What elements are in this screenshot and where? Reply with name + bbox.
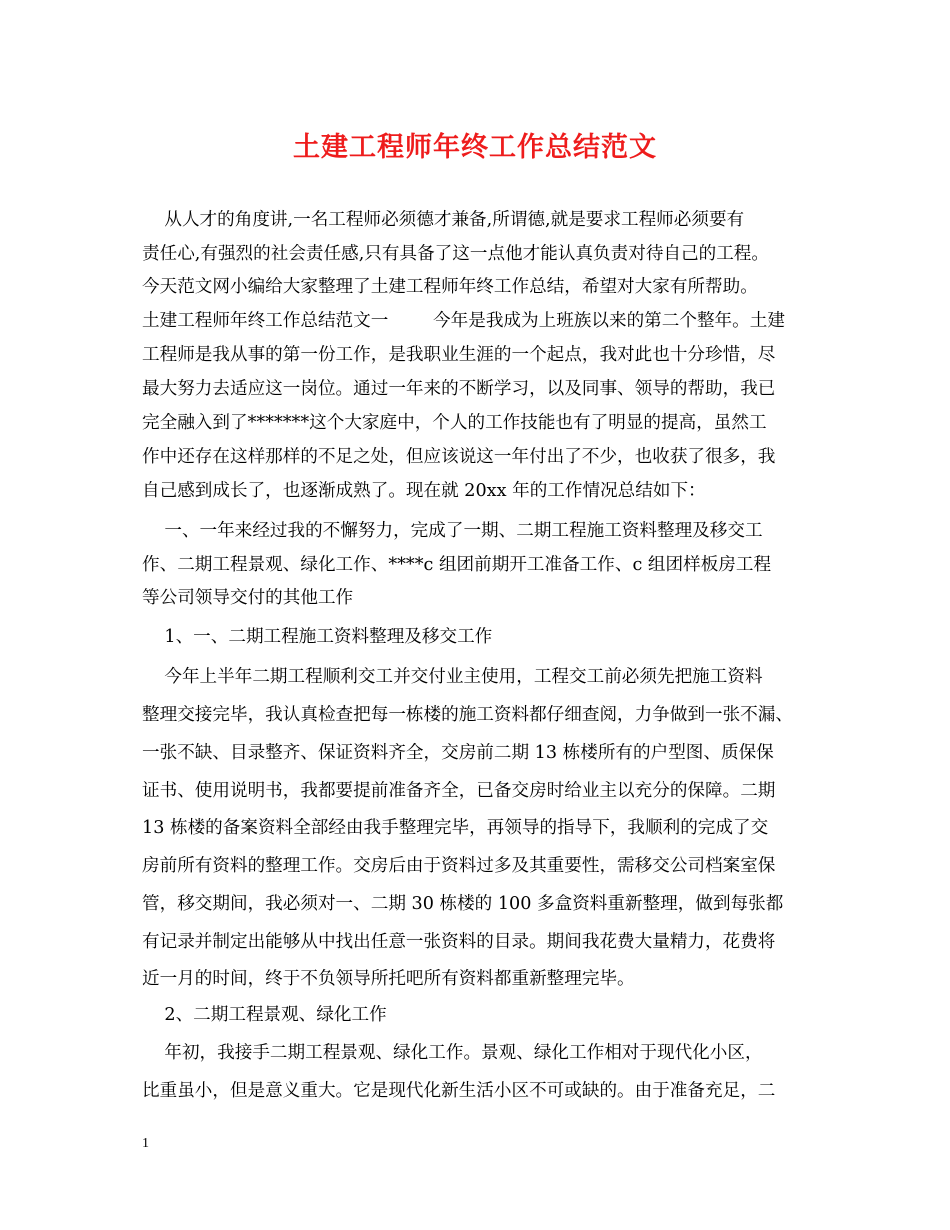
body-line: 有记录并制定出能够从中找出任意一张资料的目录。期间我花费大量精力，花费将 [142,932,776,952]
page-number: 1 [142,1136,149,1151]
body-line: 近一月的时间，终于不负领导所托吧所有资料都重新整理完毕。 [142,969,635,989]
body-line: 证书、使用说明书，我都要提前准备齐全，已备交房时给业主以充分的保障。二期 [142,781,776,801]
body-line: 比重虽小，但是意义重大。它是现代化新生活小区不可或缺的。由于准备充足，二 [142,1081,776,1101]
body-line: 完全融入到了*******这个大家庭中，个人的工作技能也有了明显的提高，虽然工 [142,413,767,433]
body-line: 整理交接完毕，我认真检查把每一栋楼的施工资料都仔细查阅，力争做到一张不漏、 [142,705,793,725]
body-line: 房前所有资料的整理工作。交房后由于资料过多及其重要性，需移交公司档案室保 [142,856,776,876]
body-line: 最大努力去适应这一岗位。通过一年来的不断学习，以及同事、领导的帮助，我已 [142,379,776,399]
document-title: 土建工程师年终工作总结范文 [293,132,657,163]
body-line: 今年上半年二期工程顺利交工并交付业主使用，工程交工前必须先把施工资料 [142,667,763,687]
body-line: 自己感到成长了，也逐渐成熟了。现在就 20xx 年的工作情况总结如下： [142,481,706,501]
body-line: 今天范文网小编给大家整理了土建工程师年终工作总结，希望对大家有所帮助。 [142,277,758,297]
body-line: 一张不缺、目录整齐、保证资料齐全，交房前二期 13 栋楼所有的户型图、质保保 [142,743,774,763]
body-line: 等公司领导交付的其他工作 [142,588,354,608]
body-line: 从人才的角度讲,一名工程师必须德才兼备,所谓德,就是要求工程师必须要有 [142,210,745,230]
body-line: 作中还存在这样那样的不足之处，但应该说这一年付出了不少，也收获了很多，我 [142,447,776,467]
section-heading: 1、一、二期工程施工资料整理及移交工作 [142,627,493,647]
body-line: 管，移交期间，我必须对一、二期 30 栋楼的 100 多盒资料重新整理，做到每张都 [142,894,784,914]
section-heading: 2、二期工程景观、绿化工作 [142,1005,387,1025]
body-line: 土建工程师年终工作总结范文一 今年是我成为上班族以来的第二个整年。土建 [142,311,785,331]
body-line: 工程师是我从事的第一份工作，是我职业生涯的一个起点，我对此也十分珍惜，尽 [142,345,776,365]
body-line: 责任心,有强烈的社会责任感,只有具备了这一点他才能认真负责对待自己的工程。 [142,244,769,264]
body-line: 作、二期工程景观、绿化工作、****c 组团前期开工准备工作、c 组团样板房工程 [142,555,772,575]
body-line: 一、一年来经过我的不懈努力，完成了一期、二期工程施工资料整理及移交工 [142,521,763,541]
body-line: 年初，我接手二期工程景观、绿化工作。景观、绿化工作相对于现代化小区， [142,1043,763,1063]
body-line: 13 栋楼的备案资料全部经由我手整理完毕，再领导的指导下，我顺利的完成了交 [142,818,769,838]
